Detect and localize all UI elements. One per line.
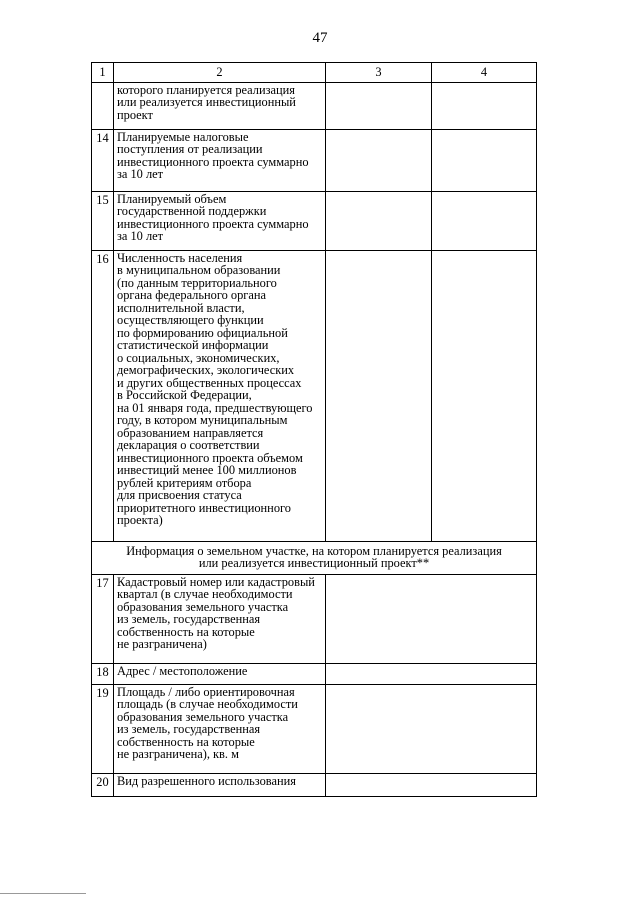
row-number: 14 xyxy=(92,129,114,191)
value-cell-col3[interactable] xyxy=(326,129,432,191)
row-label: Адрес / местоположение xyxy=(114,663,326,684)
row-label: которого планируется реализация или реализуется инвестиционный проект xyxy=(114,82,326,129)
column-header-4: 4 xyxy=(432,63,537,83)
value-cell-col4[interactable] xyxy=(432,129,537,191)
value-cell-col3[interactable] xyxy=(326,191,432,250)
row-label: Численность населения в муниципальном образовании (по данным территориального органа федерального органа исполнительной власти, осуществляющего функции по формированию официальной статистической информации о социальных, экономических, демографических, экологических и других общественных процессах в Российской Федерации, на 01 января года, предшествующего году, в котором муниципальным образованием направляется декларация о соответствии инвестиционного проекта объемом инвестиций менее 100 миллионов рублей критериям отбора для присвоения статуса приоритетного инвестиционного проекта) xyxy=(114,250,326,541)
declaration-table xyxy=(91,62,537,797)
value-cell-col3[interactable] xyxy=(326,82,432,129)
value-cell-merged[interactable] xyxy=(326,684,537,773)
table-row-18 xyxy=(92,663,537,684)
value-cell-merged[interactable] xyxy=(326,773,537,796)
row-label: Кадастровый номер или кадастровый квартал (в случае необходимости образования земельного участка из земель, государственная собственность на которые не разграничена) xyxy=(114,574,326,663)
row-number: 16 xyxy=(92,250,114,541)
value-cell-merged[interactable] xyxy=(326,663,537,684)
table-header-row xyxy=(92,63,537,83)
row-number: 20 xyxy=(92,773,114,796)
value-cell-col4[interactable] xyxy=(432,82,537,129)
table-row-17 xyxy=(92,574,537,663)
table-row-15 xyxy=(92,191,537,250)
column-header-1: 1 xyxy=(92,63,114,83)
row-label: Площадь / либо ориентировочная площадь (в случае необходимости образования земельного участка из земель, государственная собственность на которые не разграничена), кв. м xyxy=(114,684,326,773)
section-heading-row xyxy=(92,541,537,574)
value-cell-col4[interactable] xyxy=(432,191,537,250)
row-number: 15 xyxy=(92,191,114,250)
column-header-3: 3 xyxy=(326,63,432,83)
page-number: 47 xyxy=(312,30,328,46)
row-number xyxy=(92,82,114,129)
table-row-14 xyxy=(92,129,537,191)
table-row-20 xyxy=(92,773,537,796)
table-row-19 xyxy=(92,684,537,773)
row-label: Планируемые налоговые поступления от реализации инвестиционного проекта суммарно за 10 лет xyxy=(114,129,326,191)
table-row-continued xyxy=(92,82,537,129)
column-header-2: 2 xyxy=(114,63,326,83)
row-number: 17 xyxy=(92,574,114,663)
row-number: 18 xyxy=(92,663,114,684)
value-cell-col3[interactable] xyxy=(326,250,432,541)
table-row-16 xyxy=(92,250,537,541)
row-label: Планируемый объем государственной поддержки инвестиционного проекта суммарно за 10 лет xyxy=(114,191,326,250)
footnote-divider xyxy=(0,893,86,894)
row-label: Вид разрешенного использования xyxy=(114,773,326,796)
value-cell-merged[interactable] xyxy=(326,574,537,663)
section-heading: Информация о земельном участке, на котором планируется реализация или реализуется инвестиционный проект** xyxy=(92,541,537,574)
row-number: 19 xyxy=(92,684,114,773)
value-cell-col4[interactable] xyxy=(432,250,537,541)
